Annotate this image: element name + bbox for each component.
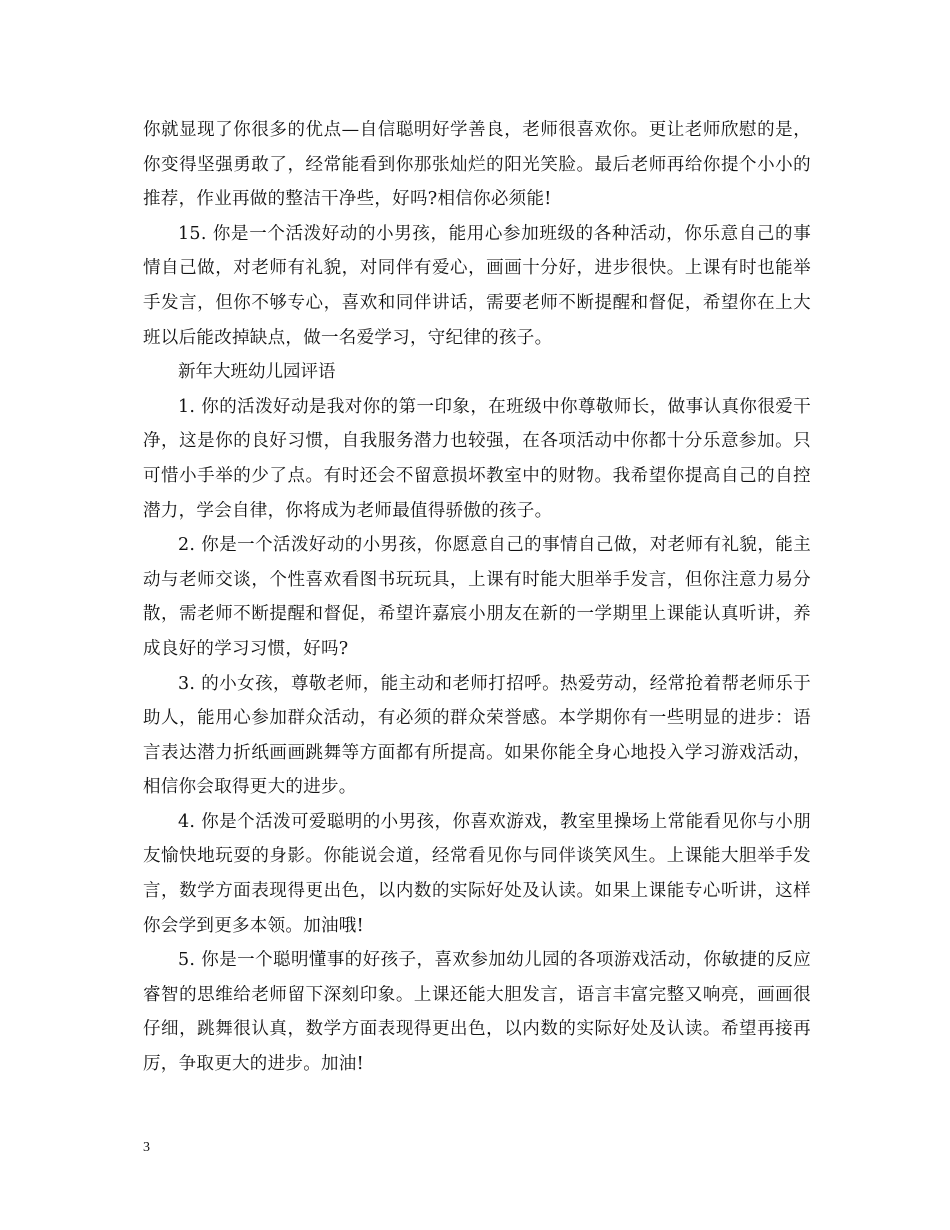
comment-15-paragraph: 15. 你是一个活泼好动的小男孩，能用心参加班级的各种活动，你乐意自己的事情自己做，对老师有礼貌，对同伴有爱心，画画十分好，进步很快。上课有时也能举手发言，但你不够专心，喜欢和同伴讲话，需要老师不断提醒和督促，希望你在上大班以后能改掉缺点，做一名爱学习，守纪律的孩子。 [143,223,811,348]
comment-3-paragraph: 3. 的小女孩，尊敬老师，能主动和老师打招呼。热爱劳动，经常抢着帮老师乐于助人，能用心参加群众活动，有必须的群众荣誉感。本学期你有一些明显的进步：语言表达潜力折纸画画跳舞等方面都有所提高。如果你能全身心地投入学习游戏活动，相信你会取得更大的进步。 [143,673,811,798]
continuation-paragraph: 你就显现了你很多的优点—自信聪明好学善良，老师很喜欢你。更让老师欣慰的是，你变得坚强勇敢了，经常能看到你那张灿烂的阳光笑脸。最后老师再给你提个小小的推荐，作业再做的整洁干净些，好吗?相信你必须能! [143,120,811,210]
comment-2-paragraph: 2. 你是一个活泼好动的小男孩，你愿意自己的事情自己做，对老师有礼貌，能主动与老师交谈，个性喜欢看图书玩玩具，上课有时能大胆举手发言，但你注意力易分散，需老师不断提醒和督促，希望许嘉宸小朋友在新的一学期里上课能认真听讲，养成良好的学习习惯，好吗? [143,535,811,659]
comment-5-paragraph: 5. 你是一个聪明懂事的好孩子，喜欢参加幼儿园的各项游戏活动，你敏捷的反应睿智的思维给老师留下深刻印象。上课还能大胆发言，语言丰富完整又响亮，画画很仔细，跳舞很认真，数学方面表现得更出色，以内数的实际好处及认读。希望再接再厉，争取更大的进步。加油! [143,950,811,1075]
comment-1-paragraph: 1. 你的活泼好动是我对你的第一印象，在班级中你尊敬师长，做事认真你很爱干净，这是你的良好习惯，自我服务潜力也较强，在各项活动中你都十分乐意参加。只可惜小手举的少了点。有时还会不留意损坏教室中的财物。我希望你提高自己的自控潜力，学会自律，你将成为老师最值得骄傲的孩子。 [143,396,811,521]
page-number: 3 [143,1140,150,1155]
document-body [143,113,811,1082]
section-heading: 新年大班幼儿园评语 [178,362,336,383]
comment-4-paragraph: 4. 你是个活泼可爱聪明的小男孩，你喜欢游戏，教室里操场上常能看见你与小朋友愉快地玩耍的身影。你能说会道，经常看见你与同伴谈笑风生。上课能大胆举手发言，数学方面表现得更出色，以内数的实际好处及认读。如果上课能专心听讲，这样你会学到更多本领。加油哦! [143,811,811,936]
